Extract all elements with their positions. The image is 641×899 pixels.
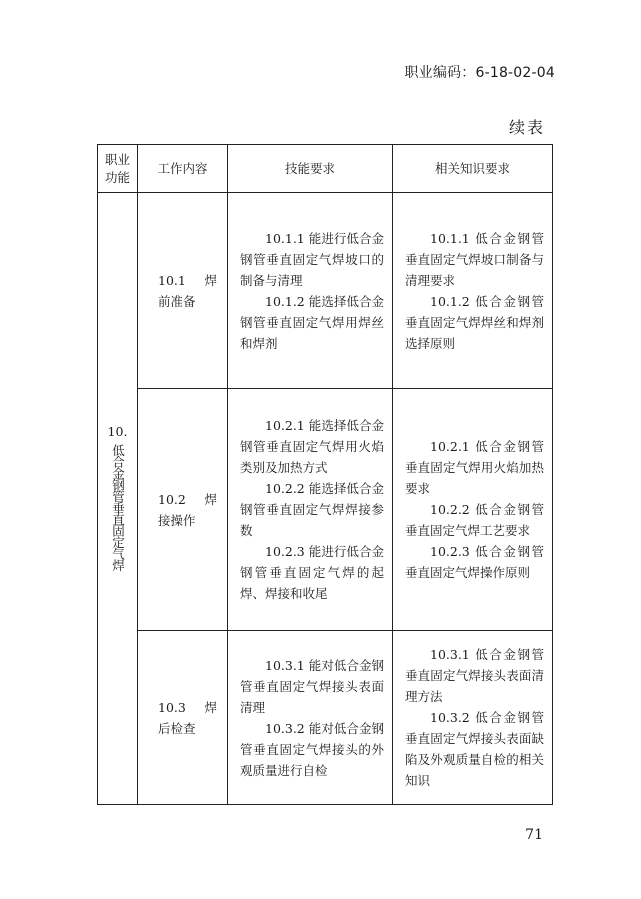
knowledge-cell bbox=[393, 389, 553, 631]
skill-item: 10.3.2 能对低合金钢管垂直固定气焊接头的外观质量进行自检 bbox=[240, 720, 384, 778]
work-content-number: 10.2 bbox=[158, 491, 186, 507]
skill-item: 10.2.2 能选择低合金钢管垂直固定气焊焊接参数 bbox=[240, 481, 384, 538]
work-content-rest: 后检查 bbox=[158, 720, 196, 736]
work-content-rest: 接操作 bbox=[158, 512, 196, 528]
knowledge-item: 10.1.2 低合金钢管垂直固定气焊焊丝和焊剂选择原则 bbox=[405, 293, 544, 351]
skills-cell bbox=[228, 631, 393, 805]
skill-item: 10.2.3 能进行低合金钢管垂直固定气焊的起焊、焊接和收尾 bbox=[240, 544, 384, 601]
table-row bbox=[98, 193, 553, 389]
table-row bbox=[98, 389, 553, 631]
knowledge-item: 10.2.2 低合金钢管垂直固定气焊工艺要求 bbox=[405, 502, 544, 538]
skill-item: 10.2.1 能选择低合金钢管垂直固定气焊用火焰类别及加热方式 bbox=[240, 418, 384, 475]
page-number: 71 bbox=[525, 827, 543, 843]
header-function-line2: 功能 bbox=[104, 169, 130, 185]
work-content-cell bbox=[138, 389, 228, 631]
work-content-head: 焊 bbox=[204, 272, 217, 288]
function-number: 10. bbox=[107, 423, 128, 439]
header-knowledge: 相关知识要求 bbox=[393, 145, 553, 193]
table-row bbox=[98, 631, 553, 805]
work-content-number: 10.1 bbox=[158, 272, 186, 288]
work-content-cell bbox=[138, 193, 228, 389]
skills-cell bbox=[228, 389, 393, 631]
header-skills: 技能要求 bbox=[228, 145, 393, 193]
continued-label: 续表 bbox=[508, 118, 545, 137]
knowledge-item: 10.3.2 低合金钢管垂直固定气焊接头表面缺陷及外观质量自检的相关知识 bbox=[405, 710, 544, 788]
skills-table bbox=[97, 144, 553, 805]
work-content-cell bbox=[138, 631, 228, 805]
work-content-number: 10.3 bbox=[158, 699, 186, 715]
skills-cell bbox=[228, 193, 393, 389]
function-name: 低合金钢管垂直固定气焊 bbox=[110, 443, 126, 571]
header-function bbox=[98, 145, 138, 193]
knowledge-item: 10.1.1 低合金钢管垂直固定气焊坡口制备与清理要求 bbox=[405, 230, 544, 288]
function-cell bbox=[98, 193, 138, 805]
knowledge-item: 10.2.3 低合金钢管垂直固定气焊操作原则 bbox=[405, 544, 544, 580]
table-header-row bbox=[98, 145, 553, 193]
knowledge-cell bbox=[393, 631, 553, 805]
skill-item: 10.1.2 能选择低合金钢管垂直固定气焊用焊丝和焊剂 bbox=[240, 293, 384, 351]
skill-item: 10.3.1 能对低合金钢管垂直固定气焊接头表面清理 bbox=[240, 657, 384, 715]
header-content: 工作内容 bbox=[138, 145, 228, 193]
work-content-rest: 前准备 bbox=[158, 293, 196, 309]
skill-item: 10.1.1 能进行低合金钢管垂直固定气焊坡口的制备与清理 bbox=[240, 230, 384, 288]
knowledge-item: 10.3.1 低合金钢管垂直固定气焊接头表面清理方法 bbox=[405, 647, 544, 704]
knowledge-cell bbox=[393, 193, 553, 389]
occupation-code: 职业编码：6-18-02-04 bbox=[404, 65, 555, 81]
header-function-line1: 职业 bbox=[104, 151, 130, 167]
work-content-head: 焊 bbox=[204, 491, 217, 507]
work-content-head: 焊 bbox=[204, 699, 217, 715]
knowledge-item: 10.2.1 低合金钢管垂直固定气焊用火焰加热要求 bbox=[405, 439, 544, 496]
